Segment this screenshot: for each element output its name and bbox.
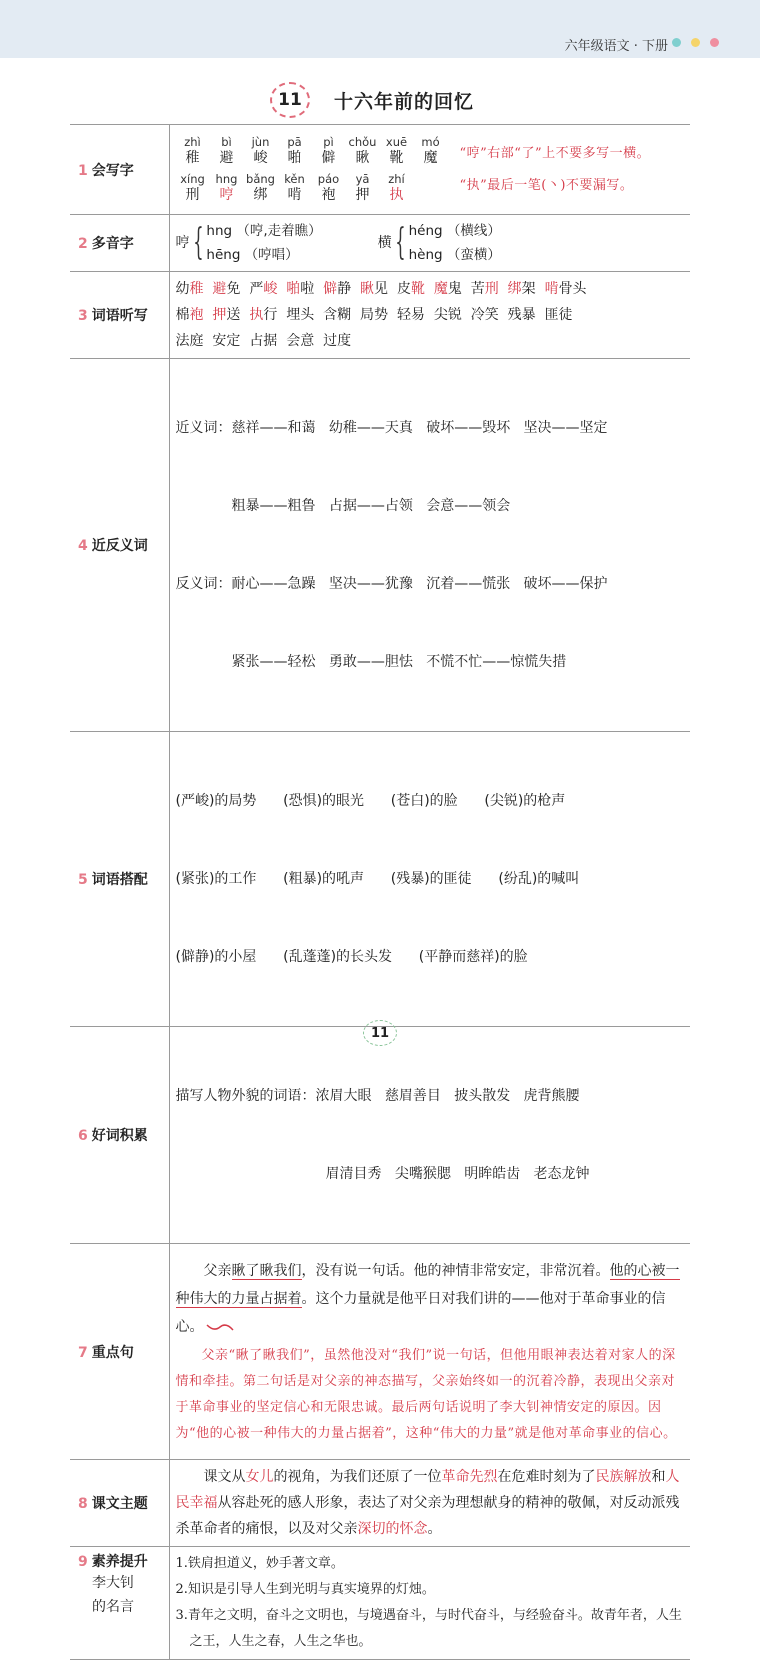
hanzi: 刑 [185, 186, 200, 203]
char-with-pinyin [346, 136, 380, 167]
collocations-content [169, 732, 690, 1027]
char-with-pinyin [210, 173, 244, 204]
writing-note-2: “执”最后一笔(丶)不要漏写。 [459, 178, 634, 193]
char-with-pinyin [244, 173, 278, 204]
pinyin: kěn [284, 171, 305, 186]
label-cell: 1 会写字 [70, 125, 169, 215]
char-with-pinyin [346, 173, 380, 204]
pinyin: chǒu [348, 134, 377, 149]
highlighted-phrase-2: 他的心被一种伟大的力量占据着 [175, 1262, 680, 1307]
hanzi: 执 [389, 186, 404, 203]
quote-2: 2.知识是引导人生到光明与真实境界的灯烛。 [175, 1582, 435, 1597]
lesson-title [270, 80, 474, 120]
brace-icon: { [394, 222, 406, 263]
highlighted-phrase-1: 瞅了瞅我们 [231, 1262, 302, 1279]
quote-1: 1.铁肩担道义，妙手著文章。 [175, 1556, 344, 1571]
row-quotes [70, 1547, 690, 1660]
row-characters [70, 125, 690, 215]
pinyin: xíng [180, 171, 205, 186]
study-table [70, 124, 690, 1660]
lesson-number-badge: 11 [270, 82, 310, 118]
char-with-pinyin [380, 136, 414, 167]
hanzi: 魔 [423, 149, 438, 166]
char-with-pinyin [176, 136, 210, 167]
wavy-mark-icon [206, 1321, 234, 1333]
label-cell: 6 好词积累 [70, 1027, 169, 1244]
hanzi: 啃 [287, 186, 302, 203]
synonym-line-1: 近义词：慈祥——和蔼 幼稚——天真 破坏——毁坏 坚决——坚定 [175, 420, 608, 436]
hanzi: 僻 [321, 149, 336, 166]
collocation-line-1: (严峻)的局势 (恐惧)的眼光 (苍白)的脸 (尖锐)的枪声 [175, 793, 566, 809]
antonym-line-1: 反义词：耐心——急躁 坚决——犹豫 沉着——慌张 破坏——保护 [175, 576, 608, 592]
char-with-pinyin [278, 173, 312, 204]
row-theme [70, 1460, 690, 1547]
row-good-words [70, 1027, 690, 1244]
collocation-line-3: (僻静)的小屋 (乱蓬蓬)的长头发 (平静而慈祥)的脸 [175, 949, 528, 965]
decor-dot-teal [672, 38, 681, 47]
pinyin: pā [287, 134, 302, 149]
good-words-line-2: 眉清目秀 尖嘴猴腮 明眸皓齿 老态龙钟 [325, 1166, 590, 1182]
pinyin: zhí [388, 171, 405, 186]
pinyin: xuē [385, 134, 408, 149]
label-cell: 5 词语搭配 [70, 732, 169, 1027]
polyphone-group-2: 横 { héng （横线） hèng （蛮横） [377, 222, 501, 263]
synonyms-content [169, 359, 690, 732]
antonym-line-2: 紧张——轻松 勇敢——胆怯 不慌不忙——惊慌失措 [231, 654, 567, 670]
hanzi: 啪 [287, 149, 302, 166]
dictation-line: 棉袍 押送 执行 埋头 含糊 局势 轻易 尖锐 冷笑 残暴 匪徒 [175, 307, 573, 323]
row-dictation [70, 272, 690, 359]
hanzi: 袍 [321, 186, 336, 203]
hanzi: 峻 [253, 149, 268, 166]
writing-note-1: “哼”右部“了”上不要多写一横。 [459, 146, 651, 161]
book-title: 六年级语文 · 下册 [564, 39, 668, 54]
lesson-name: 十六年前的回忆 [334, 90, 475, 113]
good-words-line-1: 描写人物外貌的词语：浓眉大眼 慈眉善目 披头散发 虎背熊腰 [175, 1088, 580, 1104]
hanzi: 瞅 [355, 149, 370, 166]
decor-dot-yellow [691, 38, 700, 47]
char-with-pinyin [380, 173, 414, 204]
label-cell: 8 课文主题 [70, 1460, 169, 1547]
char-with-pinyin [176, 173, 210, 204]
hanzi: 避 [219, 149, 234, 166]
char-with-pinyin [278, 136, 312, 167]
char-with-pinyin [244, 136, 278, 167]
characters-content [169, 125, 690, 215]
row-polyphones [70, 215, 690, 272]
collocation-line-2: (紧张)的工作 (粗暴)的吼声 (残暴)的匪徒 (纷乱)的喊叫 [175, 871, 580, 887]
quote-3: 3.青年之文明，奋斗之文明也，与境遇奋斗，与时代奋斗，与经验奋斗。故青年者，人生之王，人生之春，人生之华也。 [175, 1608, 682, 1649]
decor-dot-pink [710, 38, 719, 47]
pinyin: hng [215, 171, 238, 186]
polyphones-content [169, 215, 690, 272]
label-cell: 9 素养提升 李大钊 的名言 [70, 1547, 169, 1660]
theme-content: 课文从女儿的视角，为我们还原了一位革命先烈在危难时刻为了民族解放和人民幸福从容赴死的感人形象，表达了对父亲为理想献身的精神的敬佩，对反动派残杀革命者的痛恨，以及对父亲深切的怀念。 [169, 1460, 690, 1547]
pinyin: mó [421, 134, 440, 149]
char-with-pinyin [312, 173, 346, 204]
quotes-content [169, 1547, 690, 1660]
dictation-lines [176, 276, 687, 354]
dictation-line: 幼稚 避免 严峻 啪啦 僻静 瞅见 皮靴 魔鬼 苦刑 绑架 啃骨头 [175, 281, 587, 297]
key-sentences-content [169, 1244, 690, 1460]
good-words-content [169, 1027, 690, 1244]
pinyin: páo [317, 171, 340, 186]
char-with-pinyin [414, 136, 448, 167]
row-synonyms-antonyms [70, 359, 690, 732]
row-key-sentences [70, 1244, 690, 1460]
label-cell: 7 重点句 [70, 1244, 169, 1460]
hanzi: 押 [355, 186, 370, 203]
dictation-line: 法庭 安定 占据 会意 过度 [175, 333, 352, 349]
pinyin: zhì [184, 134, 201, 149]
hanzi: 绑 [253, 186, 268, 203]
label-cell: 2 多音字 [70, 215, 169, 272]
hanzi: 稚 [185, 149, 200, 166]
page-number: 11 [363, 1020, 397, 1046]
synonym-line-2: 粗暴——粗鲁 占据——占领 会意——领会 [231, 498, 511, 514]
polyphone-group-1: 哼 { hng （哼,走着瞧） hēng （哼唱） [175, 222, 322, 263]
char-with-pinyin [312, 136, 346, 167]
char-with-pinyin [210, 136, 244, 167]
hanzi: 靴 [389, 149, 404, 166]
row-collocations [70, 732, 690, 1027]
pinyin: bì [221, 134, 232, 149]
dictation-content [169, 272, 690, 359]
label-cell: 3 词语听写 [70, 272, 169, 359]
key-sentence-text: 父亲瞅了瞅我们，没有说一句话。他的神情非常安定，非常沉着。他的心被一种伟大的力量占据着。这个力量就是他平日对我们讲的——他对于革命事业的信心。 [175, 1262, 680, 1335]
brace-icon: { [192, 222, 204, 263]
pinyin: bǎng [246, 171, 275, 186]
pinyin: jùn [251, 134, 270, 149]
pinyin: yā [355, 171, 370, 186]
pinyin: pì [323, 134, 334, 149]
hanzi: 哼 [219, 186, 234, 203]
key-sentence-analysis: 父亲“瞅了瞅我们”，虽然他没对“我们”说一句话，但他用眼神表达着对家人的深情和牵挂。第二句话是对父亲的神态描写，父亲始终如一的沉着冷静，表现出父亲对于革命事业的坚定信心和无限忠诚。最后两句话说明了李大钊神情安定的原因。因为“他的心被一种伟大的力量占据着”，这种“伟大的力量”就是他对革命事业的信心。 [175, 1347, 677, 1441]
label-cell: 4 近反义词 [70, 359, 169, 732]
